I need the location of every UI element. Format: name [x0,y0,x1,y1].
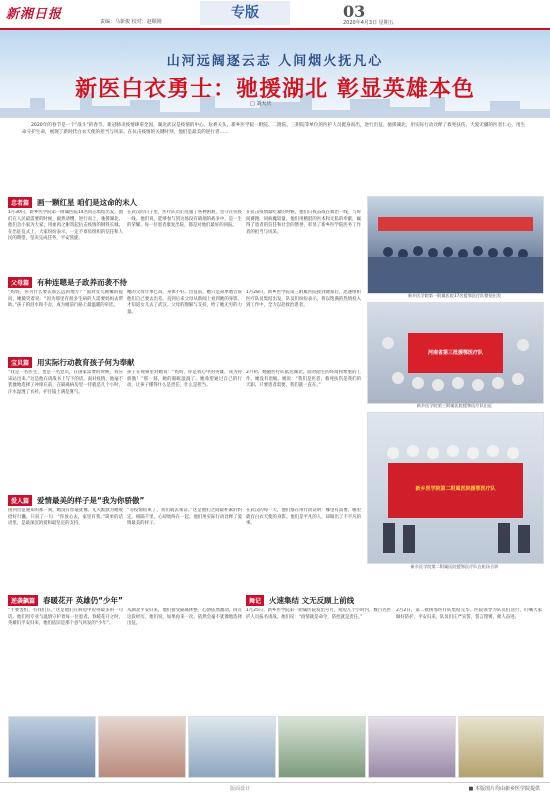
body-text: 从湖北平安归来，他们接受隔离休整，心情依然激动。回首这段经历，他们说，如果再来一次，依然会毫不犹豫地选择出征。 [127,608,242,627]
section-header-6 [246,594,354,606]
body-text: 1月28日，新乡医学院第三附属医院接到通知后，迅速组织医疗队员集结出发。队员们纷纷表示，将以饱满的热情投入到工作中，全力以赴救治患者。 [246,290,361,309]
team-banner-photo [367,302,544,404]
section-title: 画一颗红星 咱们是这命的未人 [37,197,138,207]
strip-photo [278,716,366,778]
section-tag: 父母篇 [8,277,32,288]
body-text: 她的父母年事已高，身体不好。出征前，她只是简单地告诉他们自己要去出差。直到后来父母从新闻上看到她的身影，才知道女儿去了武汉。父母的理解与支持，给了她无穷的力量。 [127,290,242,315]
body-text: 2月初，她随医疗队抵达湖北。面对陌生的环境和繁重的工作，她没有退缩。她说：“我们是医者，救死扶伤是我们的天职。只要患者需要，我们就一直在。” [246,370,361,389]
body-text: 1月30日，新乡医学院第一附属医院14名同志集结出发。他们在人民最需要的时候，毅然请缨，逆行而上，驰援湖北。他们舍小家为大家，用血肉之躯筑起抗击疫情的钢铁长城。在出征仪式上，大家纷纷表示，一定不辜负组织的信任和人民的期望，坚决完成任务，平安凯旋。 [8,210,123,242]
photo-caption: 新乡医学院第三附属医院援鄂医疗队出征 [416,403,493,408]
body-text: 在武汉的每一天，他们都在用行动证明：哪里有需要，哪里就有白衣天使的身影。他们是平凡的人，却做出了不平凡的事。 [246,508,361,527]
body-text: “不要害怕，有我们在。”这是他们在病房中说得最多的一句话。他们用专业与温情守护着每一位患者。春暖花开之时，英雄们平安归来，他们依旧是那个意气风发的“少年”。 [8,608,123,627]
photo-illustration [368,197,543,293]
photo-caption: 新乡医学院第一附属医院37名援鄂医疗队整装出发 [407,293,502,298]
section-header-1 [8,196,137,208]
section-header-4 [8,494,144,506]
section-title: 火速集结 文无反顾上前线 [269,595,355,605]
body-text: “等疫情结束了，我们就去领证。”这是他们之间最朴素的约定。相隔千里，心却始终在一起。他们用实际行动诠释了爱情最美的样子。 [127,508,242,527]
section-tag: 宝贝篇 [8,357,32,368]
section-tag: 逆袭飙篇 [8,595,38,606]
hero-title: 新医白衣勇士：驰援湖北 彰显英雄本色 [75,77,475,102]
page-footer [0,782,550,793]
body-text: 在武汉的日子里，医疗队员们克服了各种困难，坚守在抗疫一线。他们说，能够参与到这场没有硝烟的战争中，是一生的荣耀。每一位患者康复出院，都是对他们最好的回报。 [127,210,242,229]
body-text: 2月2日，第二批援鄂医疗队集结完毕。医院领导为队员们送行，叮嘱大家做好防护，平安归来。队员们庄严宣誓，誓言铿锵，催人奋进。 [396,608,542,620]
section-tag: 舞记 [246,595,264,606]
photo-caption: 新乡医学院第二附属医院援鄂医疗队在机场合影 [410,564,499,569]
photo-credit: ■ 本版图片均由新乡医学院提供 [468,786,540,792]
airport-group-photo [367,412,544,564]
strip-photo [368,716,456,778]
hero-banner [0,30,550,118]
section-title: 爱情最美的样子是“我为你骄傲” [37,495,145,505]
strip-photo [8,716,96,778]
date-line: 2020年4月3日 星期五 [343,20,394,26]
hero-subtitle: 山河远阔逐云志 人间烟火抚凡心 [166,54,384,69]
section-header-2 [8,276,127,288]
newspaper-logo: 新湘日报 [6,7,63,22]
section-tag: 忠者篇 [8,197,32,208]
team-departure-photo [367,196,544,294]
photo-banner-text: 新乡医学院第二附属医院援鄂医疗队 [415,486,496,492]
masthead [0,0,550,30]
photo-banner-text: 河南省第三批援鄂医疗队 [427,350,483,356]
body-text: 在抗击疫情最吃紧的时候，他们日夜奋战在救治一线，与时间赛跑，同病魔较量。他们用精湛的医术和无私的奉献，赢得了患者的信任和社会的赞誉，彰显了新乡医学院医务工作者的担当与风采。 [246,210,361,235]
strip-photo [188,716,276,778]
body-text: “妈妈，你为什么要去那么远的地方？”面对女儿稚嫩的提问，她微笑着说：“因为那里有很多生病的人需要妈妈去帮助。”孩子的泪水和不舍，成为她前行路上最温暖的牵挂。 [8,290,123,309]
footer-center-text: 版面设计 [230,786,251,792]
body-text: “我是一名医生，也是一名党员，在国家需要的时候，我应该站出来。”这是他在请战书上写下的话。面对疫情，他毫不犹豫地选择了冲锋在前，在隔离病房里一待就是几个小时，汗水湿透了衣衫，护目镜上满是雾气。 [8,370,123,395]
section-header-3 [8,356,135,368]
page-number: 03 [343,2,366,21]
editors-line: 责编：马新俊 校对：赵顺刚 [100,19,162,25]
body-text: 孩子在视频里对她说：“妈妈，你是我心中的英雄，我为你骄傲！”那一刻，她的眼眶湿润了。她希望通过自己的行动，让孩子懂得什么是责任，什么是担当。 [127,370,242,389]
section-header-5 [8,594,123,606]
strip-photo [458,716,544,778]
strip-photo [98,716,186,778]
lead-paragraph: 2020年的春节是一个“战斗”的春节。新冠肺炎疫情肆虐全国，湖北武汉是疫情的中心。危难关头，新乡医学院一附院、二附院、三附院等单位的医护人员挺身而出，逆行出征，驰援湖北，用实际行动诠释了救死扶伤、大爱无疆的医者仁心，用生命守护生命，展现了新时代白衣天使的担当与风采。在抗击疫情的关键时刻，他们是最美的逆行者…… [22,123,526,135]
section-tag: 爱人篇 [8,495,32,506]
section-title: 春暖花开 英雄仍“少年” [43,595,123,605]
section-tab: 专版 [200,1,290,25]
section-title: 有种连嗯是子政养而袭不待 [37,277,128,287]
body-text: 接到出征通知的那一刻，她没有丝毫犹豫。丈夫默默为她收拾好行囊，只说了一句：“你放心去，家里有我。”简单的话语里，是最深沉的爱和最坚定的支持。 [8,508,123,527]
byline: □ 刘天庆 [250,101,272,107]
section-title: 用实际行动教育孩子何为奉献 [37,357,135,367]
body-text: 1月25日，新乡医学院第一附属医院发出号召，短短几个小时内，数百名医护人员报名请战。他们说：“疫情就是命令，防控就是责任。” [246,608,391,620]
